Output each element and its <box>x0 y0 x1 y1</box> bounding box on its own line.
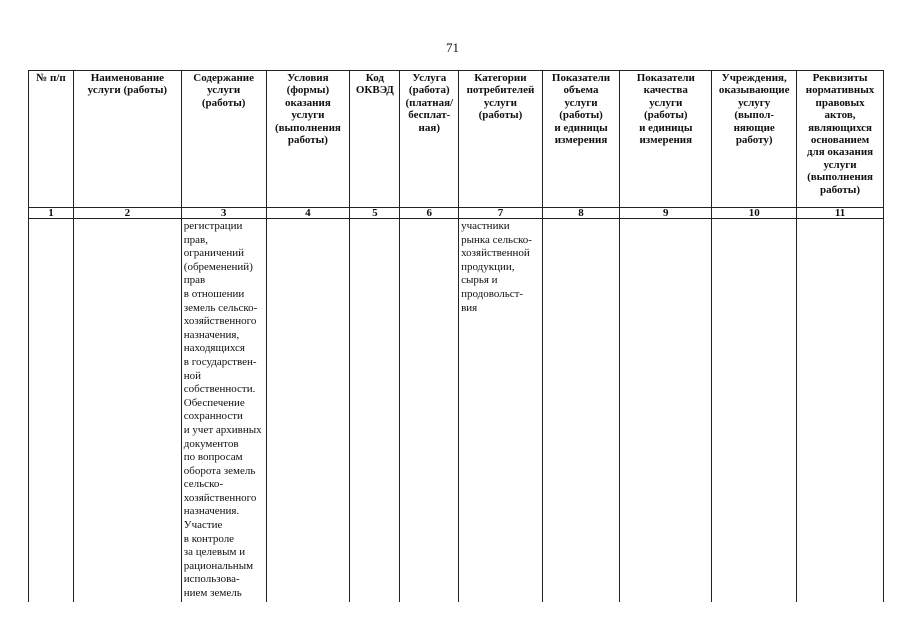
header-legal-acts: Реквизиты нормативных правовых актов, являющихся основанием для оказания услуги (выполнения работы) <box>797 71 884 208</box>
column-number: 4 <box>266 208 350 219</box>
column-number: 9 <box>620 208 712 219</box>
header-consumer-categories: Категории потребителей услуги (работы) <box>459 71 543 208</box>
cell-service-content <box>181 219 266 602</box>
cell-consumer-categories <box>459 219 543 602</box>
header-paid-free: Услуга (работа) (платная/ бесплат- ная) <box>400 71 459 208</box>
column-number: 11 <box>797 208 884 219</box>
column-number: 10 <box>712 208 797 219</box>
page-number: 71 <box>446 40 459 55</box>
header-volume-indicators: Показатели объема услуги (работы) и единицы измерения <box>542 71 619 208</box>
cell-paid-free <box>400 219 459 602</box>
cell-service-name <box>74 219 182 602</box>
column-number: 1 <box>29 208 74 219</box>
cell-legal-acts <box>797 219 884 602</box>
services-table <box>28 70 884 602</box>
service-content-text: регистрации прав, ограничений (обременений) прав в отношении земель сельско- хозяйственного назначения, находящихся в государствен- ной собственности. Обеспечение сохранности и учет архивных документов по вопросам оборота земель сельско- хозяйственного назначения. Участие в контроле за целевым и рациональным использова- нием земель <box>183 220 262 600</box>
cell-conditions <box>266 219 350 602</box>
header-service-content: Содержание услуги (работы) <box>181 71 266 208</box>
column-number: 3 <box>181 208 266 219</box>
header-quality-indicators: Показатели качества услуги (работы) и единицы измерения <box>620 71 712 208</box>
header-institutions: Учреждения, оказывающие услугу (выпол- няющие работу) <box>712 71 797 208</box>
header-service-name: Наименование услуги (работы) <box>74 71 182 208</box>
column-number: 8 <box>542 208 619 219</box>
cell-institutions <box>712 219 797 602</box>
cell-index <box>29 219 74 602</box>
column-number-row <box>29 208 884 219</box>
table-row <box>29 219 884 602</box>
header-conditions: Условия (формы) оказания услуги (выполнения работы) <box>266 71 350 208</box>
column-number: 6 <box>400 208 459 219</box>
consumer-categories-text: участники рынка сельско- хозяйственной продукции, сырья и продовольст- вия <box>461 220 532 314</box>
column-number: 7 <box>459 208 543 219</box>
column-number: 2 <box>74 208 182 219</box>
header-index: № п/п <box>29 71 74 208</box>
cell-volume-indicators <box>542 219 619 602</box>
cell-quality-indicators <box>620 219 712 602</box>
header-row <box>29 71 884 208</box>
cell-okved-code <box>350 219 400 602</box>
header-okved-code: Код ОКВЭД <box>350 71 400 208</box>
column-number: 5 <box>350 208 400 219</box>
